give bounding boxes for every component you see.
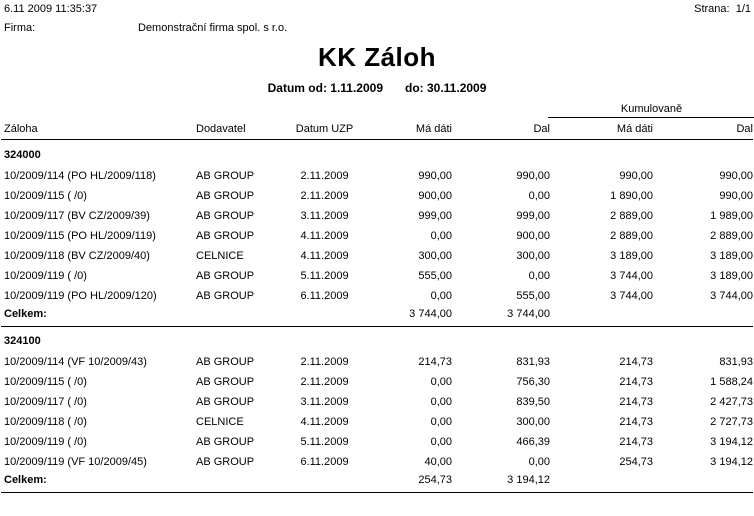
- firma-label: Firma:: [4, 22, 36, 34]
- cell: 839,50: [516, 396, 550, 408]
- cell: 990,00: [418, 170, 452, 182]
- cell: 0,00: [430, 396, 452, 408]
- section-account: 324100: [4, 335, 41, 347]
- cell: 555,00: [516, 290, 550, 302]
- cell: 10/2009/117 (BV CZ/2009/39): [4, 210, 150, 222]
- column-header-kumu-dal: Dal: [736, 123, 753, 135]
- table-row: [1, 286, 753, 306]
- cell: 5.11.2009: [300, 436, 349, 448]
- cell: AB GROUP: [196, 190, 255, 202]
- cell: 1 588,24: [710, 376, 753, 388]
- header-underline: [1, 139, 753, 140]
- table-row: [1, 432, 753, 452]
- cell: AB GROUP: [196, 170, 255, 182]
- report-title: KK Záloh: [317, 42, 437, 72]
- date-from: Datum od: 1.11.2009: [267, 81, 383, 95]
- total-cell: [287, 306, 362, 326]
- cell: 6.11.2009: [300, 290, 349, 302]
- cell: 6.11.2009: [300, 456, 349, 468]
- cell: 214,73: [619, 376, 653, 388]
- total-cell: 254,73: [418, 474, 452, 486]
- cell: 990,00: [619, 170, 653, 182]
- total-cell: [196, 306, 287, 326]
- cell: AB GROUP: [196, 356, 255, 368]
- cell: 4.11.2009: [300, 250, 349, 262]
- cell: 3 189,00: [710, 270, 753, 282]
- cell: 2.11.2009: [300, 190, 349, 202]
- cell: 0,00: [430, 376, 452, 388]
- table-row: [1, 372, 753, 392]
- cell: 466,39: [516, 436, 550, 448]
- total-cell: 3 744,00: [507, 308, 550, 320]
- total-cell: 3 744,00: [409, 308, 452, 320]
- column-header-dal: Dal: [533, 123, 550, 135]
- cell: 2 727,73: [710, 416, 753, 428]
- cell: 254,73: [619, 456, 653, 468]
- cell: 2 889,00: [610, 230, 653, 242]
- cell: 10/2009/119 ( /0): [4, 270, 87, 282]
- section-account: 324000: [4, 149, 41, 161]
- total-cell: [550, 472, 653, 492]
- cell: AB GROUP: [196, 396, 255, 408]
- date-to: do: 30.11.2009: [405, 81, 487, 95]
- cell: AB GROUP: [196, 456, 255, 468]
- cell: 4.11.2009: [300, 416, 349, 428]
- firma-value: Demonstrační firma spol. s r.o.: [138, 22, 288, 34]
- table-row: [1, 412, 753, 432]
- table-row: [1, 352, 753, 372]
- cell: 756,30: [516, 376, 550, 388]
- total-cell: [653, 306, 753, 326]
- cell: 40,00: [424, 456, 452, 468]
- cell: AB GROUP: [196, 210, 255, 222]
- cell: 214,73: [619, 416, 653, 428]
- cell: 3 744,00: [710, 290, 753, 302]
- cell: 999,00: [418, 210, 452, 222]
- table-row: [1, 206, 753, 226]
- cell: AB GROUP: [196, 376, 255, 388]
- cell: 10/2009/119 (VF 10/2009/45): [4, 456, 147, 468]
- cell: AB GROUP: [196, 270, 255, 282]
- table-row: [1, 226, 753, 246]
- celkem-label: Celkem:: [4, 308, 47, 320]
- cell: 4.11.2009: [300, 230, 349, 242]
- column-header-datum-uzp: Datum UZP: [295, 123, 354, 135]
- cell: 990,00: [516, 170, 550, 182]
- table-row: [1, 186, 753, 206]
- section-total-row: [1, 472, 753, 492]
- total-cell: [287, 472, 362, 492]
- report-table-body: [1, 141, 753, 493]
- cell: 300,00: [516, 416, 550, 428]
- cell: 3 194,12: [710, 456, 753, 468]
- table-row: [1, 166, 753, 186]
- table-row: [1, 392, 753, 412]
- cell: 10/2009/118 (BV CZ/2009/40): [4, 250, 150, 262]
- cell: 10/2009/115 (PO HL/2009/119): [4, 230, 156, 242]
- cell: CELNICE: [196, 416, 244, 428]
- cell: 990,00: [719, 170, 753, 182]
- cell: 1 890,00: [610, 190, 653, 202]
- section-total-row: [1, 306, 753, 326]
- total-cell: [196, 472, 287, 492]
- cell: 214,73: [619, 436, 653, 448]
- cell: 2.11.2009: [300, 356, 349, 368]
- cell: 900,00: [516, 230, 550, 242]
- kumulovane-underline: [548, 117, 754, 118]
- total-cell: [550, 306, 653, 326]
- column-header-dodavatel: Dodavatel: [196, 123, 246, 135]
- cell: 3 189,00: [710, 250, 753, 262]
- cell: 0,00: [430, 416, 452, 428]
- cell: 2 889,00: [610, 210, 653, 222]
- cell: 10/2009/118 ( /0): [4, 416, 87, 428]
- cell: 3.11.2009: [300, 210, 349, 222]
- cell: 2 427,73: [710, 396, 753, 408]
- cell: 0,00: [430, 230, 452, 242]
- cell: 3 194,12: [710, 436, 753, 448]
- kumulovane-group-header: Kumulovaně: [620, 103, 683, 115]
- total-cell: 3 194,12: [507, 474, 550, 486]
- cell: 5.11.2009: [300, 270, 349, 282]
- cell: 10/2009/114 (PO HL/2009/118): [4, 170, 156, 182]
- cell: 831,93: [719, 356, 753, 368]
- cell: 300,00: [516, 250, 550, 262]
- cell: 3.11.2009: [300, 396, 349, 408]
- column-header-kumu-ma-dati: Má dáti: [616, 123, 653, 135]
- cell: 10/2009/115 ( /0): [4, 376, 87, 388]
- section-divider: [1, 492, 753, 493]
- cell: 0,00: [430, 290, 452, 302]
- report-datetime: 6.11 2009 11:35:37: [4, 3, 98, 15]
- cell: 2.11.2009: [300, 170, 349, 182]
- cell: 214,73: [418, 356, 452, 368]
- celkem-label: Celkem:: [4, 474, 47, 486]
- cell: AB GROUP: [196, 436, 255, 448]
- cell: 10/2009/119 (PO HL/2009/120): [4, 290, 157, 302]
- cell: CELNICE: [196, 250, 244, 262]
- table-column-headers: [1, 123, 753, 138]
- cell: AB GROUP: [196, 230, 255, 242]
- cell: 214,73: [619, 356, 653, 368]
- cell: 2 889,00: [710, 230, 753, 242]
- cell: 3 744,00: [610, 290, 653, 302]
- cell: 10/2009/119 ( /0): [4, 436, 87, 448]
- cell: 999,00: [516, 210, 550, 222]
- table-row: [1, 266, 753, 286]
- cell: 10/2009/115 ( /0): [4, 190, 87, 202]
- cell: 214,73: [619, 396, 653, 408]
- column-header-ma-dati: Má dáti: [415, 123, 452, 135]
- cell: 2.11.2009: [300, 376, 349, 388]
- date-range: [0, 81, 754, 95]
- cell: 10/2009/114 (VF 10/2009/43): [4, 356, 147, 368]
- table-row: [1, 452, 753, 472]
- cell: 0,00: [528, 270, 550, 282]
- cell: 10/2009/117 ( /0): [4, 396, 87, 408]
- cell: 0,00: [430, 436, 452, 448]
- cell: 555,00: [418, 270, 452, 282]
- cell: 831,93: [516, 356, 550, 368]
- cell: 0,00: [528, 456, 550, 468]
- column-header-zaloha: Záloha: [4, 123, 38, 135]
- cell: 1 989,00: [710, 210, 753, 222]
- cell: 3 189,00: [610, 250, 653, 262]
- cell: 990,00: [719, 190, 753, 202]
- page-number: Strana: 1/1: [694, 3, 751, 15]
- cell: AB GROUP: [196, 290, 255, 302]
- total-cell: [653, 472, 753, 492]
- table-row: [1, 246, 753, 266]
- cell: 900,00: [418, 190, 452, 202]
- cell: 300,00: [418, 250, 452, 262]
- cell: 0,00: [528, 190, 550, 202]
- cell: 3 744,00: [610, 270, 653, 282]
